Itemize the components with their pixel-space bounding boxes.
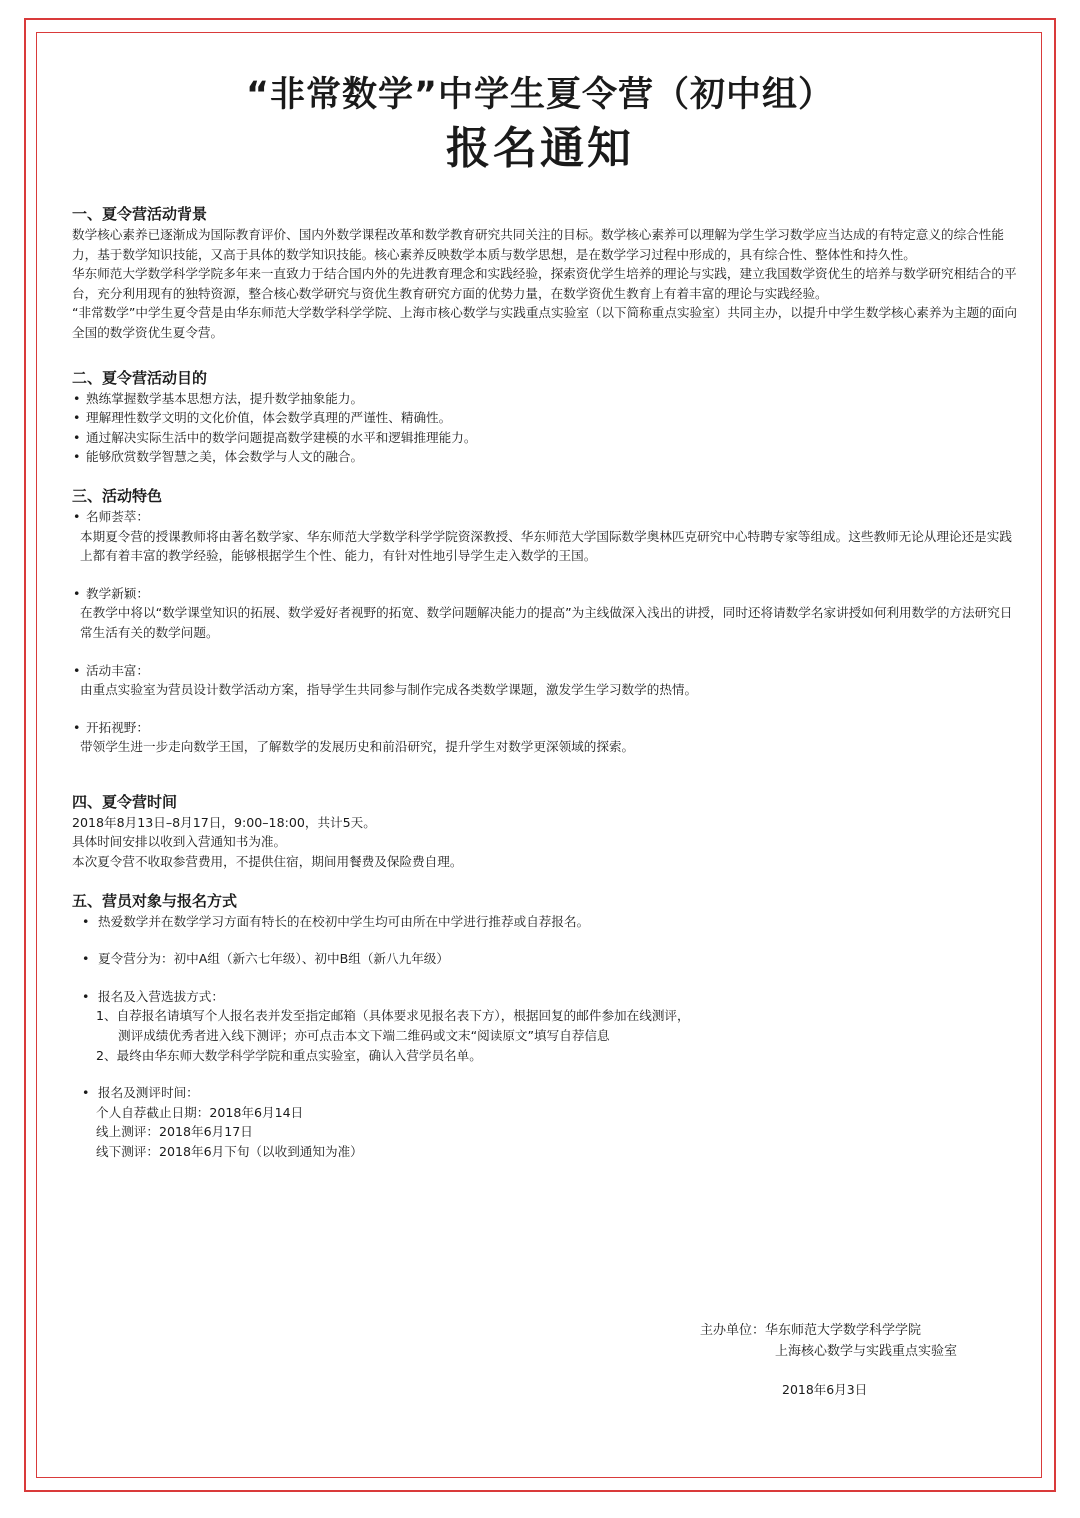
section-heading: 五、营员对象与报名方式	[72, 891, 238, 910]
schedule-line: 线上测评：2018年6月17日	[96, 1124, 253, 1140]
organizer-block	[700, 1320, 957, 1362]
list-item: • 报名及入营选拔方式：	[82, 988, 224, 1004]
feature-text: 本期夏令营的授课教师将由著名数学家、华东师范大学数学科学学院资深教授、华东师范大学国际数学奥林匹克研究中心特聘专家等组成。这些教师无论从理论还是实践上都有着丰富的教学经验，能够根据学生个性、能力，有针对性地引导学生走入数学的王国。	[80, 528, 1012, 564]
list-item: • 报名及测评时间：	[82, 1085, 199, 1101]
time-line: 2018年8月13日–8月17日，9:00–18:00，共计5天。	[72, 814, 376, 830]
feature-title: • 教学新颖：	[73, 585, 149, 601]
feature-text: 在教学中将以“数学课堂知识的拓展、数学爱好者视野的拓宽、数学问题解决能力的提高”为主线做深入浅出的讲授，同时还将请数学名家讲授如何利用数学的方法研究日常生活有关的数学问题。	[80, 605, 1013, 640]
registration-step: 1、自荐报名请填写个人报名表并发至指定邮箱（具体要求见报名表下方），根据回复的邮件参加在线测评，	[96, 1008, 690, 1024]
paragraph: 华东师范大学数学科学学院多年来一直致力于结合国内外的先进教育理念和实践经验，探索资优学生培养的理论与实践，建立我国数学资优生的培养与数学研究相结合的平台，充分利用现有的独特资源，整合核心数学研究与资优生教育研究方面的优势力量，在数学资优生教育上有着丰富的理论与实践经验。	[72, 266, 1017, 301]
registration-step: 2、最终由华东师大数学科学学院和重点实验室，确认入营学员名单。	[96, 1047, 482, 1063]
section-time	[72, 791, 1022, 872]
section-background	[72, 203, 1022, 343]
schedule-line: 个人自荐截止日期：2018年6月14日	[96, 1104, 304, 1120]
organizer-line: 上海核心数学与实践重点实验室	[775, 1344, 958, 1359]
section-heading: 二、夏令营活动目的	[72, 368, 208, 387]
document-date: 2018年6月3日	[782, 1382, 868, 1397]
feature-title: • 名师荟萃：	[73, 508, 149, 524]
list-item: • 热爱数学并在数学学习方面有特长的在校初中学生均可由所在中学进行推荐或自荐报名。	[82, 913, 590, 929]
section-heading: 一、夏令营活动背景	[72, 205, 208, 223]
paragraph: 数学核心素养已逐渐成为国际教育评价、国内外数学课程改革和数学教育研究共同关注的目标。数学核心素养可以理解为学生学习数学应当达成的有特定意义的综合性能力，基于数学知识技能，又高于具体的数学知识技能。核心素养反映数学本质与数学思想，是在数学学习过程中形成的，具有综合性、整体性和持久性。	[72, 227, 1004, 262]
list-item: • 能够欣赏数学智慧之美，体会数学与人文的融合。	[73, 449, 364, 465]
title-line1: “非常数学”中学生夏令营（初中组）	[245, 75, 834, 115]
feature-text: 带领学生进一步走向数学王国，了解数学的发展历史和前沿研究，提升学生对数学更深领域的探索。	[80, 739, 635, 755]
list-item: • 夏令营分为：初中A组（新六七年级）、初中B组（新八九年级）	[82, 951, 449, 967]
time-line: 本次夏令营不收取参营费用，不提供住宿，期间用餐费及保险费自理。	[72, 854, 463, 870]
list-item: • 熟练掌握数学基本思想方法，提升数学抽象能力。	[73, 390, 364, 406]
time-line: 具体时间安排以收到入营通知书为准。	[72, 834, 287, 850]
list-item: • 通过解决实际生活中的数学问题提高数学建模的水平和逻辑推理能力。	[73, 429, 477, 445]
paragraph: “非常数学”中学生夏令营是由华东师范大学数学科学学院、上海市核心数学与实践重点实验室（以下简称重点实验室）共同主办，以提升中学生数学核心素养为主题的面向全国的数学资优生夏令营。	[72, 305, 1017, 340]
document-body	[72, 203, 1022, 1162]
organizer-line: 主办单位：华东师范大学数学科学学院	[700, 1323, 922, 1338]
title-line2: 报名通知	[446, 123, 634, 174]
list-item: • 理解理性数学文明的文化价值，体会数学真理的严谨性、精确性。	[73, 410, 452, 426]
feature-text: 由重点实验室为营员设计数学活动方案，指导学生共同参与制作完成各类数学课题，激发学生学习数学的热情。	[80, 682, 698, 698]
section-heading: 四、夏令营时间	[72, 792, 178, 811]
schedule-line: 线下测评：2018年6月下旬（以收到通知为准）	[96, 1144, 363, 1159]
feature-title: • 开拓视野：	[73, 719, 149, 735]
feature-title: • 活动丰富：	[73, 662, 149, 678]
section-features	[72, 485, 1022, 757]
section-heading: 三、活动特色	[72, 486, 163, 505]
registration-step: 测评成绩优秀者进入线下测评；亦可点击本文下端二维码或文末“阅读原文”填写自荐信息	[118, 1028, 610, 1044]
section-registration	[72, 890, 1022, 1162]
section-purpose	[72, 367, 1022, 467]
